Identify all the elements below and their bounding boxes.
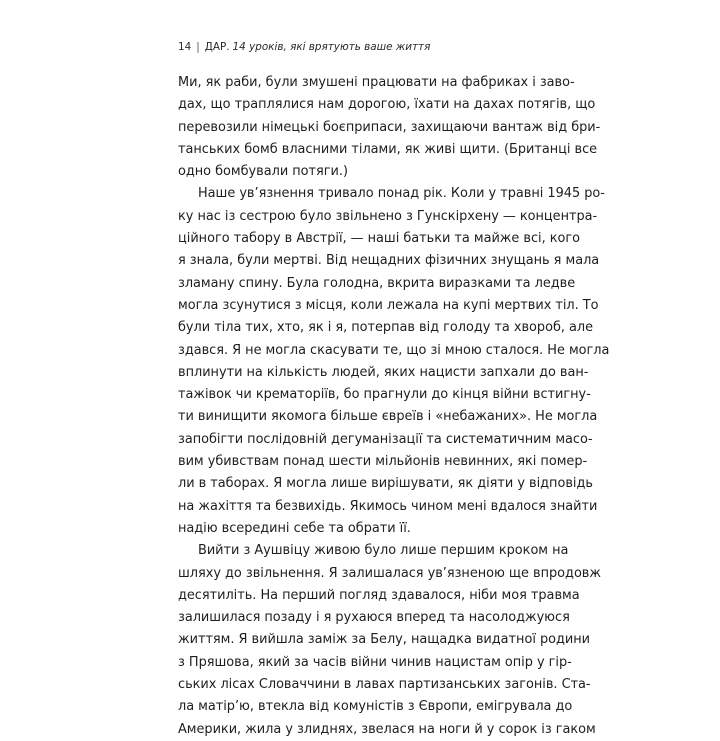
- text-line: десятиліть. На перший погляд здавалося, ніби моя травма: [178, 587, 580, 603]
- text-line: ку нас із сестрою було звільнено з Гунскірхену — концентра-: [178, 208, 598, 224]
- text-line: Вийти з Аушвіцу живою було лише першим кроком на: [198, 543, 569, 559]
- text-line: на жахіття та безвихідь. Якимось чином мені вдалося знайти: [178, 498, 598, 514]
- page-number: 14: [178, 41, 192, 53]
- text-line: ційного табору в Австрії, — наші батьки та майже всі, кого: [178, 231, 580, 247]
- book-subtitle: 14 уроків, які врятують ваше життя: [232, 41, 431, 53]
- text-line: надію всередині себе та обрати її.: [178, 520, 411, 536]
- text-line: ських лісах Словаччини в лавах партизанських загонів. Ста-: [178, 677, 591, 693]
- text-line: здався. Я не могла скасувати те, що зі мною сталося. Не могла: [178, 342, 610, 358]
- text-line: ла матір’ю, втекла від комуністів з Європи, емігрувала до: [178, 699, 573, 715]
- text-line: зламану спину. Була голодна, вкрита виразками та ледве: [178, 275, 576, 291]
- text-line: вплинути на кількість людей, яких нацисти запхали до ван-: [178, 364, 589, 380]
- book-page: [178, 40, 610, 737]
- body-text: [178, 72, 610, 741]
- book-title: ДАР.: [204, 41, 230, 53]
- text-line: Наше ув’язнення тривало понад рік. Коли у травні 1945 ро-: [198, 186, 605, 202]
- text-line: залишилася позаду і я рухаюся вперед та насолоджуюся: [178, 610, 570, 626]
- text-line: були тіла тих, хто, як і я, потерпав від голоду та хвороб, але: [178, 320, 594, 336]
- text-line: дах, що траплялися нам дорогою, їхати на дахах потягів, що: [178, 97, 596, 113]
- text-line: перевозили німецькі боєприпаси, захищаючи вантаж від бри-: [178, 119, 601, 135]
- text-line: ли в таборах. Я могла лише вирішувати, як діяти у відповідь: [178, 476, 593, 492]
- text-line: тажівок чи крематоріїв, бо прагнули до кінця війни встигну-: [178, 387, 591, 403]
- text-line: вим убивствам понад шести мільйонів невинних, які помер-: [178, 454, 588, 470]
- text-line: я знала, були мертві. Від нещадних фізичних знущань я мала: [178, 253, 600, 269]
- text-line: шляху до звільнення. Я залишалася ув’язненою ще впродовж: [178, 565, 601, 581]
- running-header: [178, 40, 430, 54]
- text-line: танських бомб власними тілами, як живі щити. (Британці все: [178, 141, 598, 157]
- text-line: Америки, жила у злиднях, звелася на ноги й у сорок із гаком: [178, 721, 596, 737]
- text-line: запобігти послідовній дегуманізації та систематичним масо-: [178, 431, 593, 447]
- text-line: одно бомбували потяги.): [178, 164, 348, 180]
- text-line: ти винищити якомога більше євреїв і «небажаних». Не могла: [178, 409, 598, 425]
- text-line: з Пряшова, який за часів війни чинив нацистам опір у гір-: [178, 654, 572, 670]
- text-line: життям. Я вийшла заміж за Белу, нащадка видатної родини: [178, 632, 590, 648]
- header-separator: |: [196, 41, 200, 53]
- text-line: могла зсунутися з місця, коли лежала на купі мертвих тіл. То: [178, 297, 599, 313]
- text-line: Ми, як раби, були змушені працювати на фабриках і заво-: [178, 75, 575, 90]
